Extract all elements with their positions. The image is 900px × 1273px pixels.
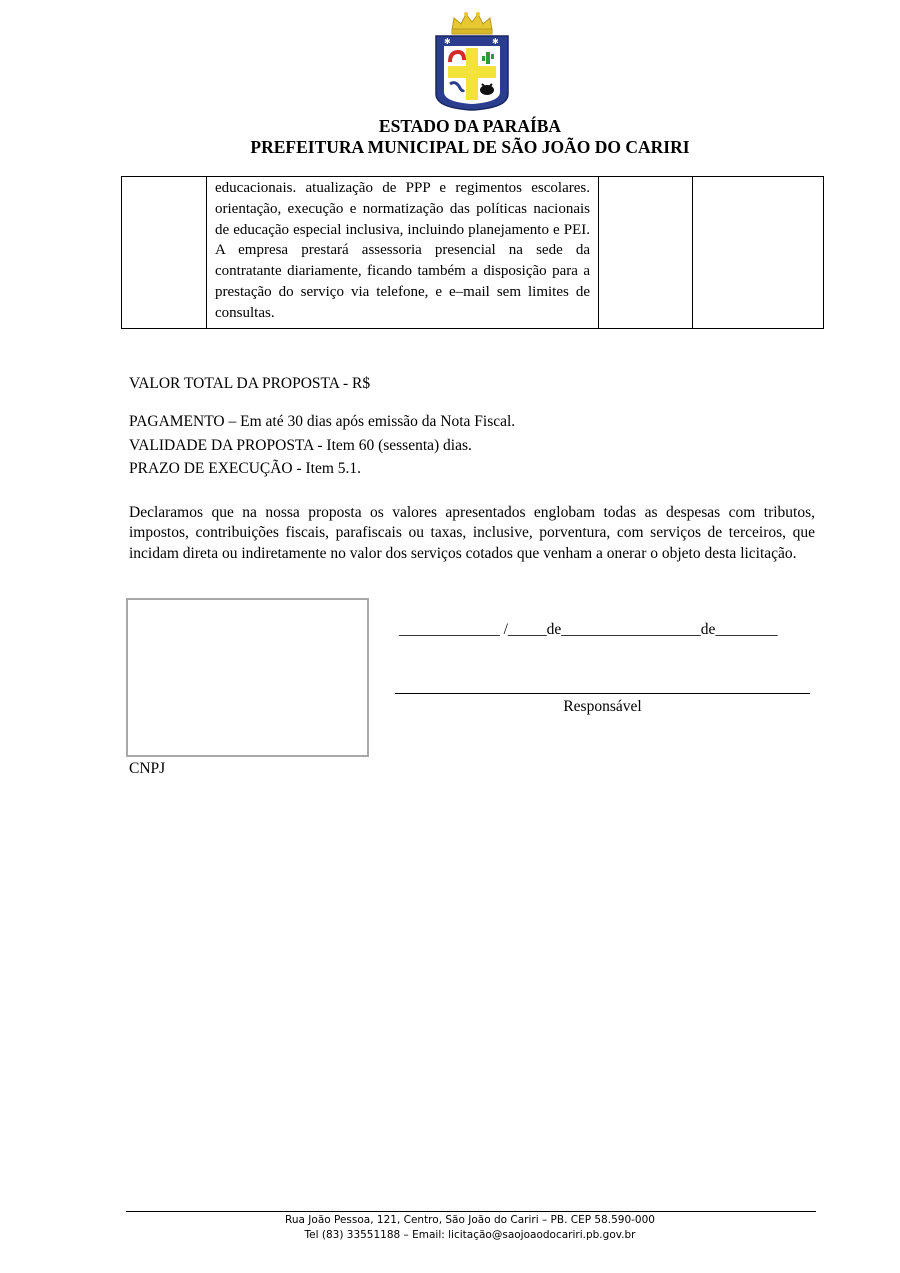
- validity-line: VALIDADE DA PROPOSTA - Item 60 (sessenta) dias.: [129, 437, 472, 454]
- items-table: [121, 176, 824, 329]
- cnpj-stamp-box: [126, 598, 369, 757]
- svg-text:✱: ✱: [492, 37, 499, 46]
- responsible-label: Responsável: [563, 698, 642, 715]
- execution-deadline-line: PRAZO DE EXECUÇÃO - Item 5.1.: [129, 460, 362, 477]
- item-number-cell: [122, 177, 207, 329]
- payment-line: PAGAMENTO – Em até 30 dias após emissão da Nota Fiscal.: [129, 413, 516, 430]
- state-title: ESTADO DA PARAÍBA: [378, 116, 562, 136]
- total-value-line: VALOR TOTAL DA PROPOSTA - R$: [129, 375, 371, 392]
- item-value-cell: [693, 177, 824, 329]
- item-quantity-cell: [599, 177, 693, 329]
- table-row: [122, 177, 824, 329]
- cnpj-label: CNPJ: [129, 760, 166, 777]
- footer-contact: Tel (83) 33551188 – Email: licitação@saojoaodocariri.pb.gov.br: [304, 1229, 636, 1241]
- footer-divider: [126, 1211, 816, 1212]
- date-fill-line: _____________ /_____de__________________de________: [399, 621, 778, 638]
- item-description-cell: [207, 177, 599, 329]
- declaration-paragraph: Declaramos que na nossa proposta os valores apresentados englobam todas as despesas com tributos, impostos, contribuições fiscais, parafiscais ou taxas, inclusive, porventura, com serviços de terceiros, que incidam direta ou indiretamente no valor dos serviços cotados que venham a onerar o objeto desta licitação.: [129, 504, 815, 562]
- crown-icon: [452, 12, 492, 34]
- signature-line: [395, 693, 810, 694]
- coat-of-arms-icon: [430, 10, 514, 114]
- municipality-title: PREFEITURA MUNICIPAL DE SÃO JOÃO DO CARIRI: [250, 137, 690, 157]
- footer-address: Rua João Pessoa, 121, Centro, São João do Cariri – PB. CEP 58.590-000: [285, 1214, 655, 1226]
- item-description-text: educacionais. atualização de PPP e regimentos escolares. orientação, execução e normatização das políticas nacionais de educação especial inclusiva, incluindo planejamento e PEI. A empresa prestará assessoria presencial na sede da contratante diariamente, ficando também a disposição para a prestação do serviço via telefone, e e–mail sem limites de consultas.: [215, 180, 590, 321]
- svg-text:✱: ✱: [444, 37, 451, 46]
